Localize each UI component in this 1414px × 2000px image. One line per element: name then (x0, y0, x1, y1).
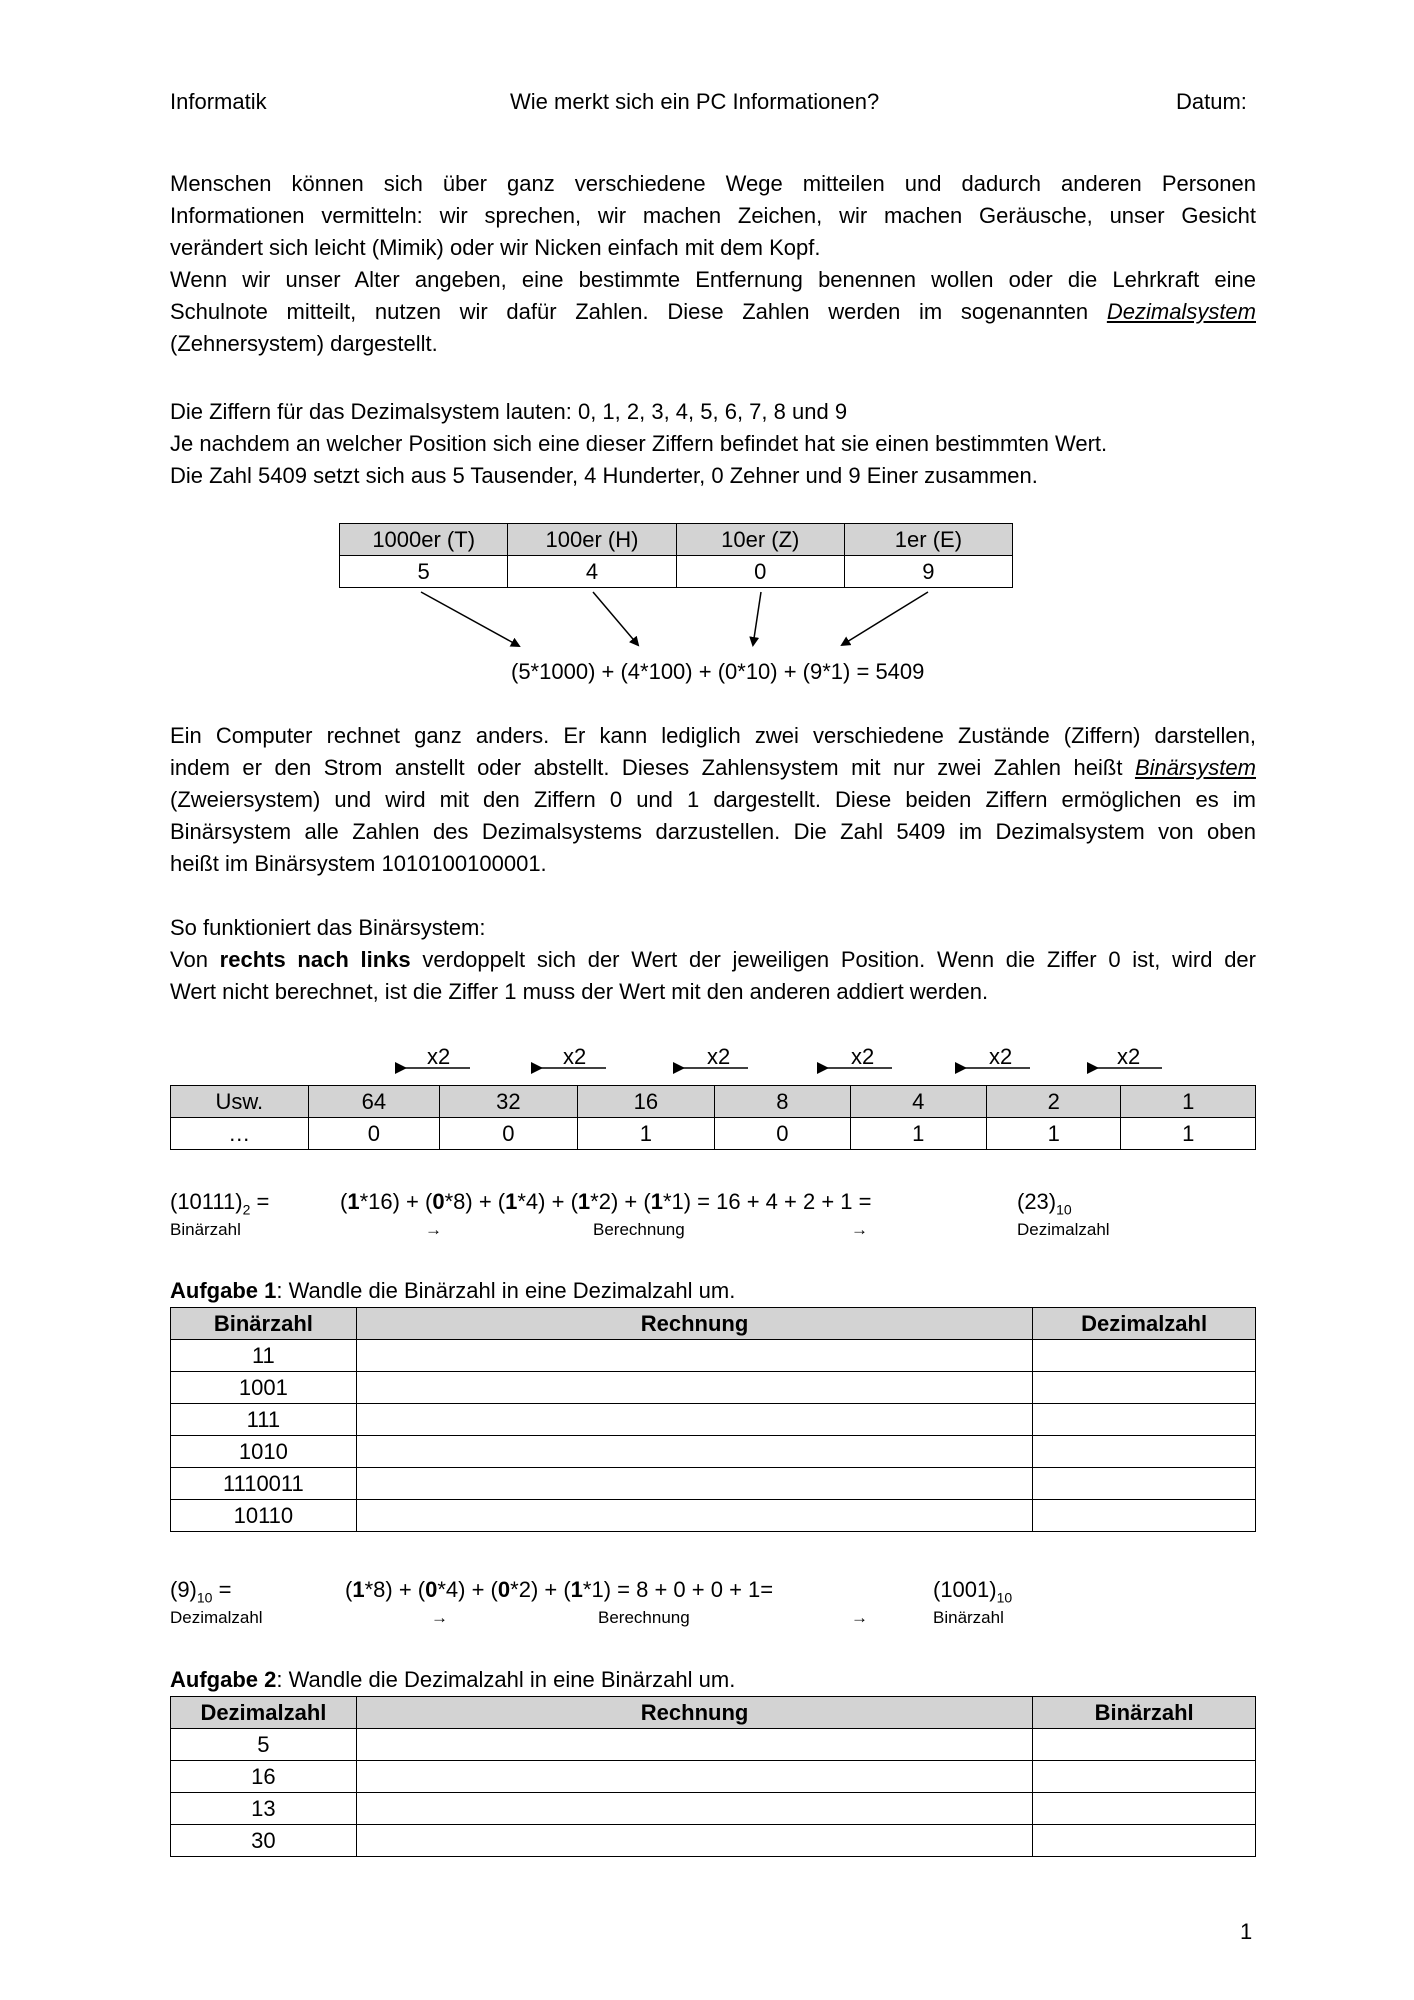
intro-line: Informationen vermitteln: wir sprechen, wir machen Zeichen, wir machen Geräusche, unser Gesicht (170, 203, 1256, 228)
example1-calc-part: *2) + ( (590, 1189, 651, 1214)
place-digit: 9 (844, 556, 1012, 588)
how-text: Von (170, 947, 220, 972)
task2-row (171, 1793, 1256, 1825)
example2-calc-part: 1 (352, 1577, 365, 1602)
example1-calc-part: *4) + ( (517, 1189, 578, 1214)
binary-line: heißt im Binärsystem 1010100100001. (170, 851, 547, 876)
task2-answer-cell[interactable] (1033, 1729, 1256, 1761)
task2-answer-cell[interactable] (1033, 1825, 1256, 1857)
how-title: So funktioniert das Binärsystem: (170, 915, 486, 940)
example2-calc-part: *1) = 8 + 0 + 0 + 1= (582, 1577, 774, 1602)
how-bold: rechts nach links (219, 947, 411, 972)
task2-title-rest: : Wandle die Dezimalzahl in eine Binärzahl um. (276, 1667, 736, 1692)
task1-binary: 1001 (171, 1372, 357, 1404)
how-line: Wert nicht berechnet, ist die Ziffer 1 muss der Wert mit den anderen addiert werden. (170, 979, 989, 1004)
binary-position-header-row (171, 1086, 1256, 1118)
binary-position-table (170, 1085, 1256, 1150)
task1-binary: 1110011 (171, 1468, 357, 1500)
position-value: 0 (715, 1118, 850, 1150)
task1-row (171, 1500, 1256, 1532)
task2-header: Rechnung (356, 1697, 1032, 1729)
task2-header-row (171, 1697, 1256, 1729)
position-value: 1 (1121, 1118, 1256, 1150)
task1-answer-cell[interactable] (1033, 1404, 1256, 1436)
task1-row (171, 1372, 1256, 1404)
task2-decimal: 5 (171, 1729, 357, 1761)
task2-row (171, 1761, 1256, 1793)
example2-left-value: (9) (170, 1577, 197, 1602)
position-value: 0 (308, 1118, 440, 1150)
position-value: … (171, 1118, 309, 1150)
place-digit: 0 (676, 556, 844, 588)
place-header: 1000er (T) (340, 524, 508, 556)
position-header: 32 (440, 1086, 578, 1118)
position-value: 1 (987, 1118, 1121, 1150)
place-header: 1er (E) (844, 524, 1012, 556)
task2-answer-cell[interactable] (1033, 1761, 1256, 1793)
task2-calc-cell[interactable] (356, 1825, 1032, 1857)
task2-decimal: 30 (171, 1825, 357, 1857)
task2-header: Dezimalzahl (171, 1697, 357, 1729)
place-digit: 5 (340, 556, 508, 588)
task1-header: Rechnung (356, 1308, 1032, 1340)
page-number: 1 (1240, 1919, 1253, 1944)
task1-binary: 1010 (171, 1436, 357, 1468)
task1-title (170, 1275, 735, 1307)
example1-calc-part: ( (340, 1189, 348, 1214)
x2-label: x2 (563, 1044, 587, 1069)
position-header: Usw. (171, 1086, 309, 1118)
example2-calc-part: 0 (497, 1577, 511, 1602)
example2-calc-part: *8) + ( (364, 1577, 426, 1602)
task1-header: Binärzahl (171, 1308, 357, 1340)
example1-left-eq: = (250, 1189, 270, 1214)
task2-table (170, 1696, 1256, 1857)
x2-label: x2 (427, 1044, 451, 1069)
decimal-formula: (5*1000) + (4*100) + (0*10) + (9*1) = 5409 (511, 659, 925, 684)
x2-label: x2 (851, 1044, 875, 1069)
decimal-line: Je nachdem an welcher Position sich eine dieser Ziffern befindet hat sie einen bestimmten Wert. (170, 431, 1108, 456)
x2-label: x2 (989, 1044, 1013, 1069)
place-digit: 4 (508, 556, 676, 588)
example1-calc-part: 0 (432, 1189, 445, 1214)
task1-answer-cell[interactable] (1033, 1468, 1256, 1500)
task1-answer-cell[interactable] (1033, 1372, 1256, 1404)
example2-right-base: 10 (996, 1589, 1013, 1606)
position-header: 1 (1121, 1086, 1256, 1118)
task1-row (171, 1404, 1256, 1436)
example2-calc-part: *4) + ( (437, 1577, 498, 1602)
task2-row (171, 1825, 1256, 1857)
binary-position-value-row (171, 1118, 1256, 1150)
task2-row (171, 1729, 1256, 1761)
task1-binary: 10110 (171, 1500, 357, 1532)
intro-line: verändert sich leicht (Mimik) oder wir Nicken einfach mit dem Kopf. (170, 235, 821, 260)
example1-label-right: Dezimalzahl (1017, 1220, 1110, 1239)
binary-line: Binärsystem alle Zahlen des Dezimalsystems darzustellen. Die Zahl 5409 im Dezimalsystem von oben (170, 819, 1256, 844)
arrow-right-icon: → (851, 1220, 868, 1239)
example1-calc-part: 1 (347, 1189, 360, 1214)
position-header: 64 (308, 1086, 440, 1118)
task1-answer-cell[interactable] (1033, 1340, 1256, 1372)
header-date-label: Datum: (1176, 89, 1247, 114)
task2-decimal: 13 (171, 1793, 357, 1825)
task1-calc-cell[interactable] (356, 1340, 1032, 1372)
example1-left-base: 2 (242, 1201, 251, 1218)
task1-calc-cell[interactable] (356, 1500, 1032, 1532)
example1-right-value: (23) (1017, 1189, 1057, 1214)
example2-left-base: 10 (196, 1589, 213, 1606)
task1-header: Dezimalzahl (1033, 1308, 1256, 1340)
example1-calc-part: 1 (577, 1189, 591, 1214)
position-header: 16 (577, 1086, 715, 1118)
example2-right-value: (1001) (933, 1577, 997, 1602)
term-dezimalsystem: Dezimalsystem (1106, 299, 1256, 324)
task1-calc-cell[interactable] (356, 1404, 1032, 1436)
task1-row (171, 1436, 1256, 1468)
x2-label: x2 (1117, 1044, 1141, 1069)
intro-line: Wenn wir unser Alter angeben, eine bestimmte Entfernung benennen wollen oder die Lehrkraft eine (170, 267, 1256, 292)
task1-row (171, 1340, 1256, 1372)
position-value: 0 (440, 1118, 578, 1150)
term-binaersystem: Binärsystem (1134, 755, 1256, 780)
example2-calc-part: ( (345, 1577, 353, 1602)
task1-header-row (171, 1308, 1256, 1340)
example1-calc-part: *1) = 16 + 4 + 2 + 1 = (662, 1189, 872, 1214)
arrow-right-icon: → (431, 1608, 448, 1627)
task1-binary: 11 (171, 1340, 357, 1372)
example1-label-mid: Berechnung (593, 1220, 685, 1239)
decimal-line: Die Zahl 5409 setzt sich aus 5 Tausender, 4 Hunderter, 0 Zehner und 9 Einer zusammen. (170, 463, 1038, 488)
position-header: 4 (850, 1086, 986, 1118)
task1-title-bold: Aufgabe 1 (170, 1278, 277, 1303)
task1-calc-cell[interactable] (356, 1372, 1032, 1404)
binary-line: Ein Computer rechnet ganz anders. Er kann lediglich zwei verschiedene Zustände (Ziffern) darstellen, (170, 723, 1256, 748)
task1-answer-cell[interactable] (1033, 1500, 1256, 1532)
header-subject: Informatik (170, 89, 267, 114)
example1-calc-part: *8) + ( (444, 1189, 506, 1214)
task2-calc-cell[interactable] (356, 1761, 1032, 1793)
task2-title (170, 1664, 735, 1696)
header-title: Wie merkt sich ein PC Informationen? (510, 89, 880, 114)
task2-header: Binärzahl (1033, 1697, 1256, 1729)
position-value: 1 (577, 1118, 715, 1150)
example2-label-left: Dezimalzahl (170, 1608, 263, 1627)
position-value: 1 (850, 1118, 986, 1150)
intro-text: Schulnote mitteilt, nutzen wir dafür Zahlen. Diese Zahlen werden im sogenannten (170, 299, 1107, 324)
decimal-line: Die Ziffern für das Dezimalsystem lauten: 0, 1, 2, 3, 4, 5, 6, 7, 8 und 9 (170, 399, 848, 424)
binary-text: indem er den Strom anstellt oder abstellt. Dieses Zahlensystem mit nur zwei Zahlen heißt (170, 755, 1135, 780)
position-header: 2 (987, 1086, 1121, 1118)
arrow-right-icon: → (425, 1220, 442, 1239)
example1-calc-part: 1 (650, 1189, 663, 1214)
example1-calc (340, 1186, 872, 1218)
example2-label-mid: Berechnung (598, 1608, 690, 1627)
position-header: 8 (715, 1086, 850, 1118)
example2-calc (345, 1574, 773, 1606)
example1-label-left: Binärzahl (170, 1220, 241, 1239)
task1-title-rest: : Wandle die Binärzahl in eine Dezimalzahl um. (276, 1278, 736, 1303)
task1-calc-cell[interactable] (356, 1468, 1032, 1500)
binary-line: (Zweiersystem) und wird mit den Ziffern 0 und 1 dargestellt. Diese beiden Ziffern ermöglichen es im (170, 787, 1256, 812)
example2-left-eq: = (212, 1577, 232, 1602)
task1-binary: 111 (171, 1404, 357, 1436)
example2-label-right: Binärzahl (933, 1608, 1004, 1627)
example1-left-value: (10111) (170, 1189, 243, 1214)
task1-row (171, 1468, 1256, 1500)
task2-calc-cell[interactable] (356, 1729, 1032, 1761)
arrow-right-icon: → (851, 1608, 868, 1627)
place-header: 10er (Z) (676, 524, 844, 556)
intro-line: (Zehnersystem) dargestellt. (170, 331, 438, 356)
task1-table (170, 1307, 1256, 1532)
how-text: verdoppelt sich der Wert der jeweiligen Position. Wenn die Ziffer 0 ist, wird der (410, 947, 1256, 972)
task2-title-bold: Aufgabe 2 (170, 1667, 277, 1692)
example1-calc-part: 1 (505, 1189, 518, 1214)
example2-calc-part: 1 (570, 1577, 583, 1602)
example2-calc-part: 0 (425, 1577, 438, 1602)
task2-calc-cell[interactable] (356, 1793, 1032, 1825)
task1-answer-cell[interactable] (1033, 1436, 1256, 1468)
x2-label: x2 (707, 1044, 731, 1069)
task1-calc-cell[interactable] (356, 1436, 1032, 1468)
task2-answer-cell[interactable] (1033, 1793, 1256, 1825)
example1-right-base: 10 (1056, 1201, 1072, 1218)
example2-calc-part: *2) + ( (510, 1577, 571, 1602)
example1-calc-part: *16) + ( (359, 1189, 433, 1214)
intro-line: Menschen können sich über ganz verschiedene Wege mitteilen und dadurch anderen Personen (170, 171, 1256, 196)
place-header: 100er (H) (508, 524, 676, 556)
task2-decimal: 16 (171, 1761, 357, 1793)
